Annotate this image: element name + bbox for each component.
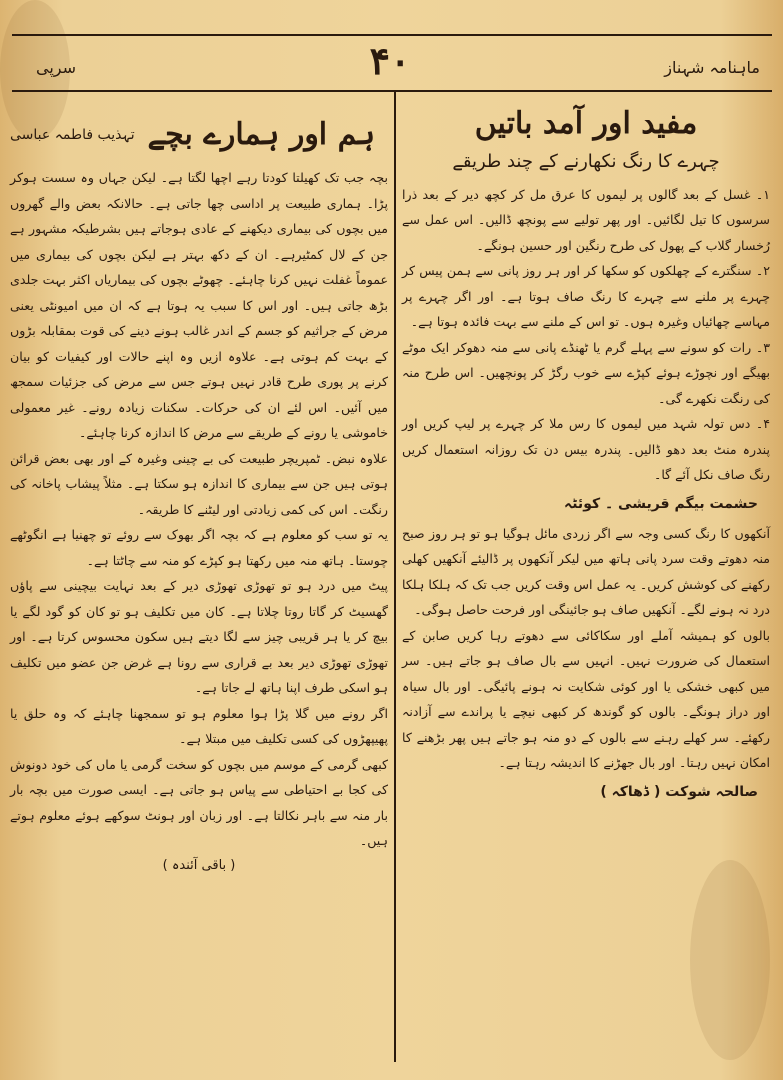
paragraph: بچہ جب تک کھیلتا کودتا رہے اچھا لگتا ہے۔ لیکن جہاں وہ سست ہوکر پڑا۔ ہماری طبیعت پر اداسی چھا جاتی ہے۔ حالانکہ بعض والے گھروں میں بچوں کی بیماری دیکھنے کے عادی ہوجاتے ہیں بشرطیکہ مشہور ہے جن کے لال کمٹیرہے۔ ان کے دکھ بہتر ہے لیکن بچوں کی بیماری میں عموماً غفلت نہیں کرنا چاہئے۔ چھوٹے بچوں کی بیماریاں اکثر بہت جلدی بڑھ جاتی ہیں۔ اور اس کا سبب یہ ہوتا ہے کہ ان میں امیونٹی یعنی مرض کے جراثیم کو جسم کے اندر غالب ہونے دینے کی قوت بمقابلہ بڑوں کے بہت کم ہوتی ہے۔ علاوہ ازیں وہ اپنے حالات اور کیفیات کو بیان کرنے پر پوری طرح قادر نہیں ہوتے جس سے مرض کی جزئیات سمجھ میں آئیں۔ اس لئے ان کی حرکات۔ سکنات زیادہ رونے۔ غیر معمولی خاموشی یا رونے کے طریقے سے مرض کا اندازہ کرنا چاہئے۔: [10, 170, 388, 440]
continued-note: ( باقی آئندہ ): [162, 857, 236, 873]
left-column: [10, 105, 388, 873]
page-number: ۴۰: [369, 38, 411, 83]
paragraph: یہ تو سب کو معلوم ہے کہ بچہ اگر بھوک سے روئے تو چھنیا ہے انگوٹھے چوستا۔ ہاتھ منہ میں رکھتا ہو کپڑے کو منہ سے چاٹتا ہے۔: [10, 527, 388, 568]
right-column: [402, 105, 770, 809]
author-signature: حشمت بیگم قریشی ۔ کوئٹہ: [564, 495, 758, 512]
paragraph: علاوہ نبض۔ ٹمپریچر طبیعت کی بے چینی وغیرہ کے اور بھی بعض قرائن ہوتی ہیں جن سے بیماری کا اندازہ ہو سکتا ہے۔ مثلاً پیشاب پاخانہ کی رنگت۔ اس کی کمی زیادتی اور لیٹنے کا طریقہ۔: [10, 450, 388, 517]
author-signature: صالحہ شوکت ( ڈھاکہ ): [600, 783, 758, 800]
paragraph: بالوں کو ہمیشہ آملے اور سکاکائی سے دھوتے رہا کریں صابن کے استعمال کی ضرورت نہیں۔ انہیں سے بال صاف ہو جاتے ہیں۔ سر میں کبھی خشکی یا اور کوئی شکایت نہ ہونے پائیگی۔ اور بال سیاہ اور دراز ہونگے۔ بالوں کو گوندھ کر کبھی نیچے یا پراندے سے آزادنہ رکھئے۔ سر کھلے رہنے سے بالوں کے دو منہ ہو جاتے ہیں پھر بڑھنے کا امکان نہیں رہتا۔ اور بال جھڑنے کا اندیشہ رہتا ہے۔: [402, 627, 770, 771]
paragraph: پیٹ میں درد ہو تو تھوڑی تھوڑی دیر کے بعد نہایت بیچینی سے پاؤں گھسیٹ کر گاتا روتا چلاتا ہے۔ کان میں تکلیف ہو تو کان کو گود لگے یا بیچ کر یا ہر قریبی چیز سے لگا دیتے ہیں سکون محسوس کرتا ہے۔ اور تھوڑی تھوڑی دیر بعد بے قراری سے رونا ہے غرض جن عضو میں تکلیف ہو اسکی طرف اپنا ہاتھ لے جاتا ہے۔: [10, 578, 388, 695]
left-title-row: [10, 105, 388, 165]
paper-stain: [690, 860, 770, 1060]
header-left-label: سرپی: [36, 58, 77, 77]
paragraph: کبھی گرمی کے موسم میں بچوں کو سخت گرمی یا ماں کی خود دونوش کی کجا بے احتیاطی سے پیاس ہو جاتی ہے۔ ایسی صورت میں بچہ بار بار منہ سے باہر نکالتا ہے۔ اور زبان اور ہونٹ سوکھے ہوئے معلوم ہوتے ہیں۔: [10, 756, 388, 848]
paragraph: ۴۔ دس تولہ شہد میں لیموں کا رس ملا کر چہرے پر لیپ کریں اور پندرہ منٹ بعد دھو ڈالیں۔ پندرہ بیس دن تک روزانہ استعمال کریں رنگ صاف نکل آئے گا۔: [402, 416, 770, 483]
right-article-subtitle: چہرے کا رنگ نکھارنے کے چند طریقے: [452, 150, 720, 172]
header-bottom-rule: [12, 90, 772, 92]
paragraph: ۲۔ سنگترے کے چھلکوں کو سکھا کر اور ہر روز پانی سے ہمن پیس کر چہرے پر ملنے سے چہرے کا رنگ صاف ہوتا ہے۔ اور اگر چہرے پر مہاسے چھائیاں وغیرہ ہوں۔ تو اس کے ملنے سے بہت فائدہ ہوتا ہے۔: [402, 263, 770, 330]
magazine-name: ماہنامہ شہناز: [664, 58, 760, 77]
column-divider: [394, 92, 396, 1062]
paragraph: ۳۔ رات کو سونے سے پہلے گرم یا ٹھنڈے پانی سے منہ دھوکر ایک موٹے بھیگے اور نچوڑے ہوئے کپڑے سے خوب رگڑ کر پونچھیں۔ اس طرح منہ کی رنگت نکھرے گی۔: [402, 339, 770, 406]
byline: تہذیب فاطمہ عباسی: [10, 127, 135, 143]
paragraph: ۱۔ غسل کے بعد گالوں پر لیموں کا عرق مل کر کچھ دیر کے بعد ذرا سرسوں کا تیل لگائیں۔ اور پھر تولیے سے پونچھ ڈالیں۔ اس عمل سے رُخسار گلاب کے پھول کی طرح رنگین اور حسین ہونگے۔: [402, 186, 770, 253]
left-article-title: ہم اور ہمارے بچے: [147, 117, 376, 153]
right-article-title: مفید اور آمد باتیں: [474, 106, 698, 141]
header-top-rule: [12, 34, 772, 36]
paragraph: آنکھوں کا رنگ کسی وجہ سے اگر زردی مائل ہوگیا ہو تو ہر روز صبح منہ دھوتے وقت سرد پانی ہاتھ میں لیکر آنکھوں پر ڈالیئے آنکھیں کھلی رکھنے کی کوشش کریں۔ یہ عمل اس وقت کریں جب تک کہ ہلکا ہلکا درد نہ ہونے لگے۔ آنکھیں صاف ہو جائینگی اور فرحت حاصل ہوگی۔: [402, 525, 770, 618]
paragraph: اگر رونے میں گلا پڑا ہوا معلوم ہو تو سمجھنا چاہئے کہ وہ حلق یا پھیپھڑوں کی کسی تکلیف میں مبتلا ہے۔: [10, 705, 388, 746]
